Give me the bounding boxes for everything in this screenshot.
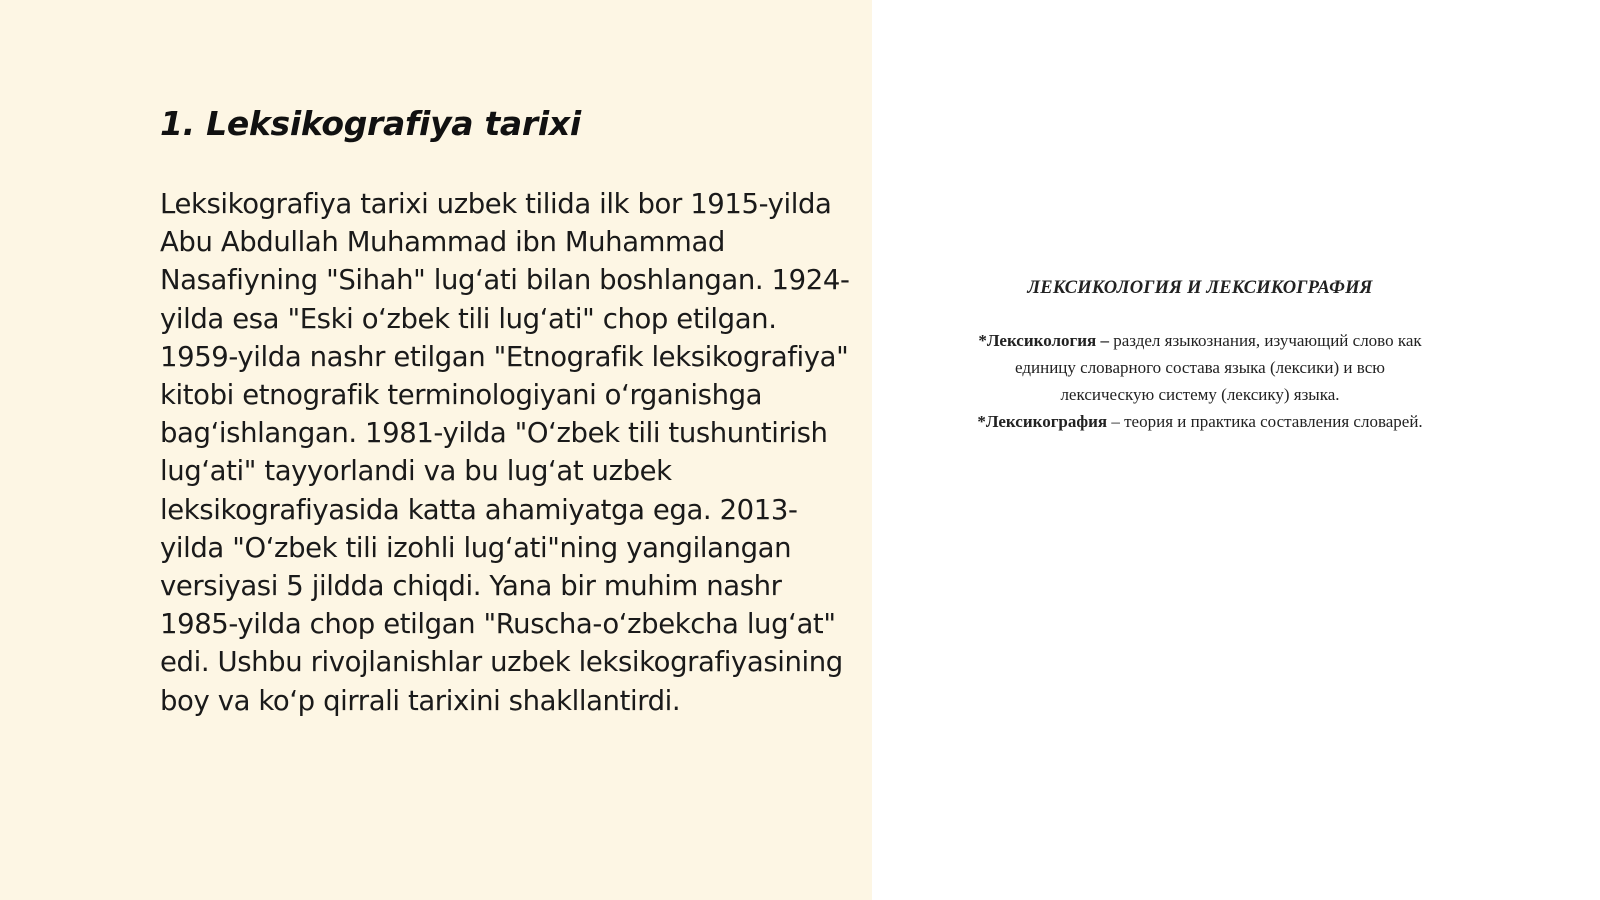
definition-lexicography	[970, 408, 1430, 435]
document-image	[970, 278, 1430, 435]
slide-body-text: Leksikografiya tarixi uzbek tilida ilk bor 1915-yilda Abu Abdullah Muhammad ibn Muhammad Nasafiyning "Sihah" lug‘ati bilan boshlangan. 1924-yilda esa "Eski o‘zbek tili lug‘ati" chop etilgan. 1959-yilda nashr etilgan "Etnografik leksikografiya" kitobi etnografik terminologiyani o‘rganishga bag‘ishlangan. 1981-yilda "O‘zbek tili tushuntirish lug‘ati" tayyorlandi va bu lug‘at uzbek leksikografiyasida katta ahamiyatga ega. 2013-yilda "O‘zbek tili izohli lug‘ati"ning yangilangan versiyasi 5 jildda chiqdi. Yana bir muhim nashr 1985-yilda chop etilgan "Ruscha-o‘zbekcha lug‘at" edi. Ushbu rivojlanishlar uzbek leksikografiyasining boy va ko‘p qirrali tarixini shakllantirdi.	[160, 188, 850, 717]
definition-text: – теория и практика составления словарей.	[1107, 412, 1423, 431]
definition-term: *Лексикография	[977, 412, 1108, 431]
document-heading: ЛЕКСИКОЛОГИЯ И ЛЕКСИКОГРАФИЯ	[1027, 278, 1373, 298]
definition-text: раздел языкознания, изучающий слово как единицу словарного состава языка (лексики) и всю лексическую систему (лексику) языка.	[1015, 331, 1422, 404]
slide-title: 1. Leksikografiya tarixi	[160, 104, 581, 143]
definition-lexicology	[970, 327, 1430, 408]
image-panel	[872, 0, 1600, 900]
definition-term: *Лексикология –	[978, 331, 1109, 350]
